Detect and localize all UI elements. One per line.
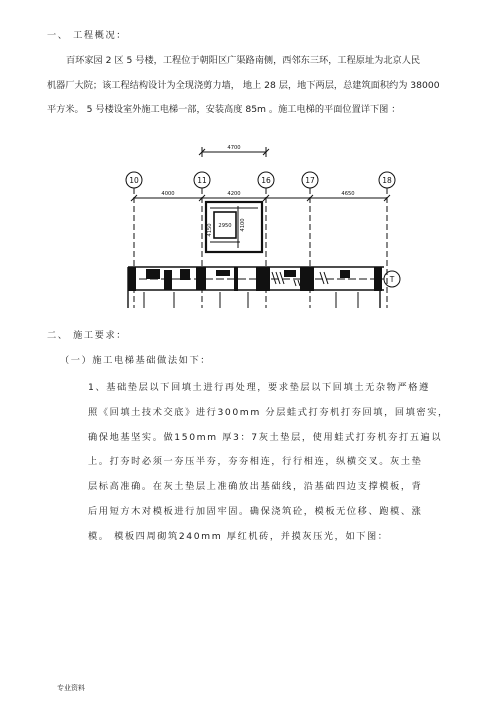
requirement-line-4: 上。打夯时必须一夯压半夯，夯夯相连，行行相连，纵横交叉。灰土垫 — [88, 456, 423, 467]
dimension-4150: 4150 — [207, 223, 213, 237]
section2-heading: 二、 施工要求： — [47, 330, 128, 341]
dimension-4100: 4100 — [240, 218, 246, 232]
axis-label-16: 16 — [261, 176, 271, 185]
axis-label-17: 17 — [305, 176, 315, 185]
requirement-line-7: 模。 模板四周砌筑240mm 厚红机砖，并摸灰压光，如下图： — [88, 531, 389, 542]
axis-label-10: 10 — [129, 176, 139, 185]
dimension-2950: 2950 — [218, 223, 232, 229]
elevator-plan-drawing — [88, 130, 413, 308]
axis-label-T: T — [389, 275, 395, 284]
section1-heading: 一、 工程概况： — [47, 30, 128, 41]
dimension-4200: 4200 — [227, 191, 241, 197]
dimension-4000: 4000 — [161, 191, 175, 197]
paragraph-line-3: 平方米。 5 号楼设室外施工电梯一部，安装高度 85m 。施工电梯的平面位置详下图 ： — [47, 104, 401, 115]
axis-label-18: 18 — [382, 176, 392, 185]
requirement-line-5: 层标高准确。在灰土垫层上准确放出基础线，沿基础四边支撑模板，背 — [88, 481, 423, 492]
requirement-line-2: 照《回填土技术交底》进行300mm 分层蛙式打夯机打夯回填，回填密实， — [88, 407, 449, 418]
requirement-line-1: 1、基础垫层以下回填土进行再处理，要求垫层以下回填土无杂物严格遵 — [88, 382, 430, 393]
footer-label: 专业资料 — [57, 684, 85, 692]
axis-label-11: 11 — [197, 176, 207, 185]
paragraph-line-2: 机器厂大院；该工程结构设计为全现浇剪力墙， 地上 28 层，地下两层，总建筑面积约为 38000 — [47, 80, 440, 91]
dimension-4650: 4650 — [341, 191, 355, 197]
section2-subheading: （一）施工电梯基础做法如下： — [60, 355, 212, 366]
dimension-4700: 4700 — [227, 145, 241, 151]
requirement-line-6: 后用短方木对模板进行加固牢固。确保浇筑砼，模板无位移、跑模、涨 — [88, 506, 423, 517]
paragraph-line-1: 百环家园 2 区 5 号楼，工程位于朝阳区广渠路南侧，西邻东三环，工程原址为北京人民 — [66, 55, 421, 66]
requirement-line-3: 确保地基坚实。做150mm 厚3：7灰土垫层，使用蛙式打夯机夯打五遍以 — [88, 432, 443, 443]
